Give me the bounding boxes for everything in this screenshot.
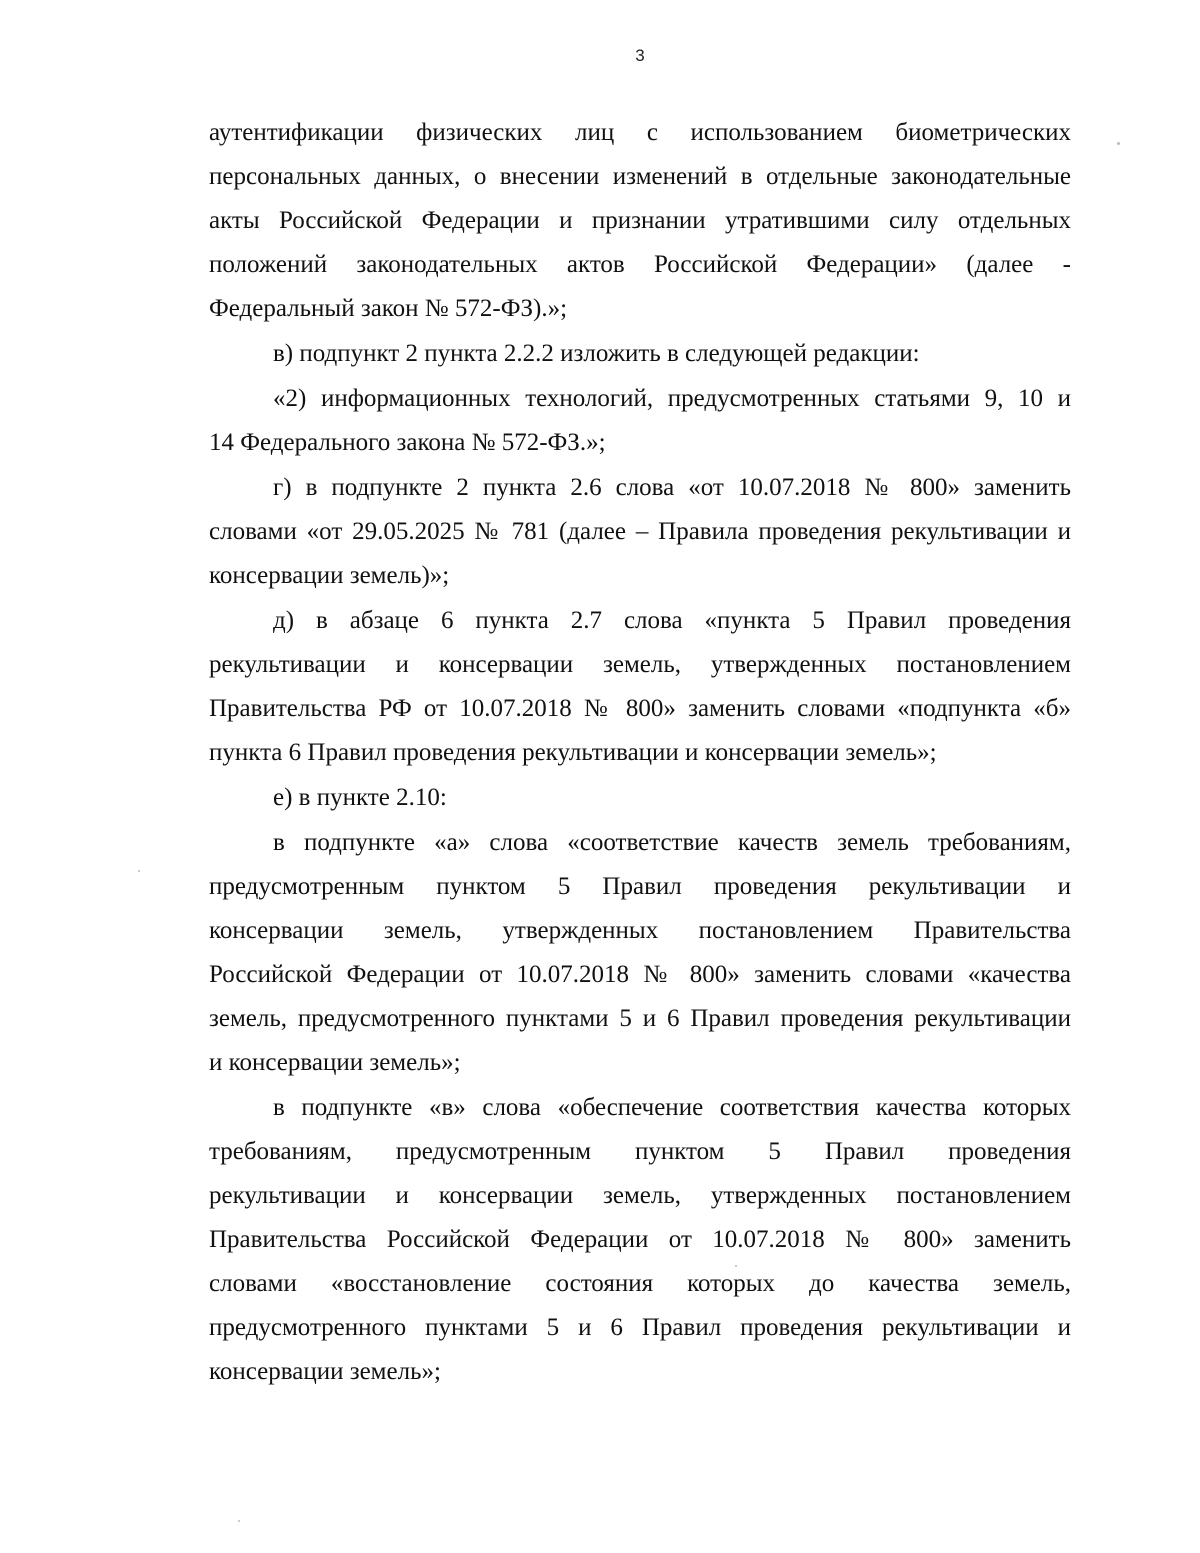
- text-line: «2) информационных технологий, предусмотренных статьями 9, 10 и: [273, 385, 1071, 412]
- text-line: е) в пункте 2.10:: [273, 784, 447, 811]
- text-line: 14 Федерального закона № 572-ФЗ.»;: [209, 429, 606, 456]
- paragraph: [209, 377, 1071, 465]
- text-line: в подпункте «а» слова «соответствие качеств земель требованиям,: [273, 829, 1071, 856]
- text-line: требованиям, предусмотренным пунктом 5 Правил проведения: [209, 1138, 1071, 1165]
- document-body: [209, 111, 1071, 1394]
- paragraph: [209, 599, 1071, 775]
- text-line: земель, предусмотренного пунктами 5 и 6 Правил проведения рекультивации: [209, 1005, 1071, 1032]
- paragraph: [209, 1086, 1071, 1394]
- text-line: положений законодательных актов Российской Федерации» (далее -: [209, 251, 1071, 278]
- text-line: Федеральный закон № 572-ФЗ).»;: [209, 295, 568, 322]
- paragraph: [209, 821, 1071, 1085]
- text-line: и консервации земель»;: [209, 1049, 461, 1076]
- text-line: консервации земель»;: [209, 1358, 441, 1385]
- text-line: г) в подпункте 2 пункта 2.6 слова «от 10.07.2018 № 800» заменить: [273, 474, 1071, 501]
- text-line: в) подпункт 2 пункта 2.2.2 изложить в следующей редакции:: [273, 340, 920, 367]
- text-line: Правительства Российской Федерации от 10.07.2018 № 800» заменить: [209, 1226, 1071, 1253]
- paragraph: [209, 466, 1071, 598]
- text-line: рекультивации и консервации земель, утвержденных постановлением: [209, 651, 1071, 678]
- scan-speck: [138, 870, 140, 872]
- text-line: словами «восстановление состояния которых до качества земель,: [209, 1270, 1071, 1297]
- text-line: Российской Федерации от 10.07.2018 № 800» заменить словами «качества: [209, 961, 1071, 988]
- text-line: рекультивации и консервации земель, утвержденных постановлением: [209, 1182, 1071, 1209]
- page-number: 3: [635, 46, 645, 65]
- text-line: акты Российской Федерации и признании утратившими силу отдельных: [209, 207, 1071, 234]
- scan-speck: [735, 1265, 737, 1267]
- paragraph: [209, 332, 1071, 376]
- text-line: персональных данных, о внесении изменений в отдельные законодательные: [209, 163, 1071, 190]
- text-line: аутентификации физических лиц с использованием биометрических: [209, 119, 1071, 146]
- scan-speck: [1117, 142, 1120, 145]
- text-line: в подпункте «в» слова «обеспечение соответствия качества которых: [273, 1094, 1071, 1121]
- text-line: словами «от 29.05.2025 № 781 (далее – Правила проведения рекультивации и: [209, 518, 1071, 545]
- paragraph: [209, 111, 1071, 331]
- scan-speck: [238, 1520, 240, 1522]
- text-line: консервации земель, утвержденных постановлением Правительства: [209, 917, 1071, 944]
- text-line: Правительства РФ от 10.07.2018 № 800» заменить словами «подпункта «б»: [209, 695, 1071, 722]
- text-line: предусмотренным пунктом 5 Правил проведения рекультивации и: [209, 873, 1071, 900]
- paragraph: [209, 776, 1071, 820]
- text-line: пункта 6 Правил проведения рекультивации и консервации земель»;: [209, 739, 937, 766]
- text-line: предусмотренного пунктами 5 и 6 Правил проведения рекультивации и: [209, 1314, 1071, 1341]
- text-line: д) в абзаце 6 пункта 2.7 слова «пункта 5 Правил проведения: [273, 607, 1071, 634]
- text-line: консервации земель)»;: [209, 562, 450, 589]
